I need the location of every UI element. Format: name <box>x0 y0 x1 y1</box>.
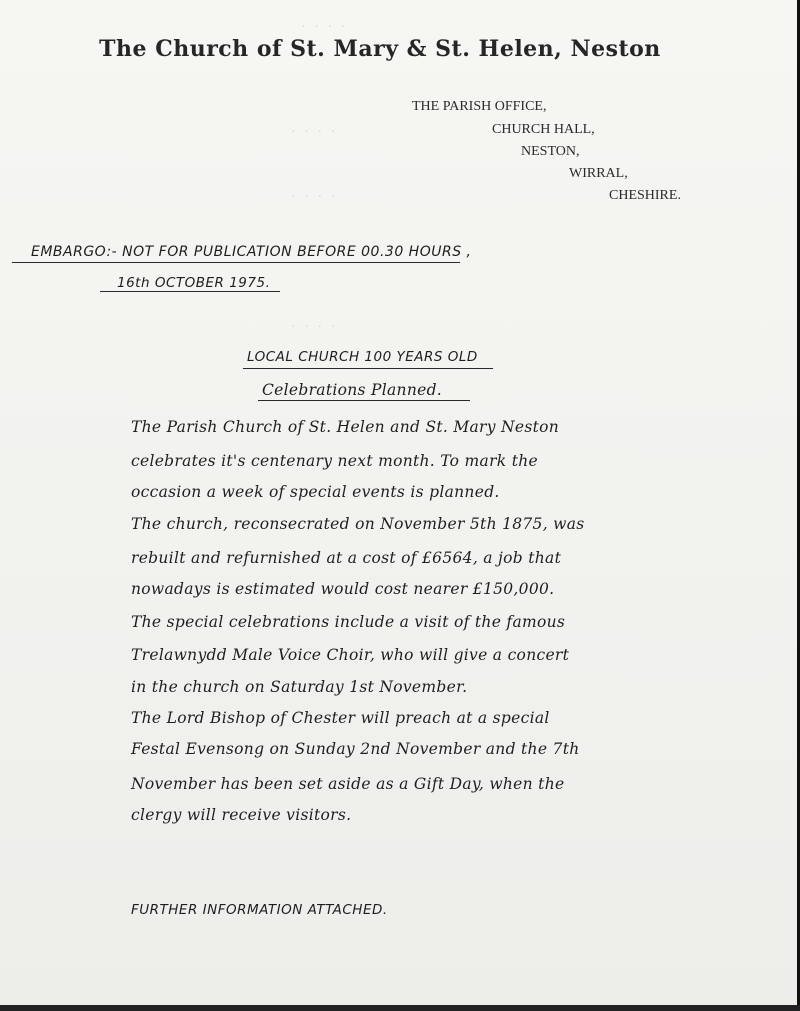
address-line: WIRRAL, <box>569 166 628 181</box>
subtitle-underline <box>258 400 470 401</box>
bleed-through-mark: · · · · <box>290 320 337 333</box>
address-line: THE PARISH OFFICE, <box>412 99 547 114</box>
bleed-through-mark: · · · · <box>300 20 347 33</box>
body-line: The special celebrations include a visit of the famous <box>131 613 566 631</box>
body-line: occasion a week of special events is planned. <box>131 483 500 501</box>
headline-subtitle: Celebrations Planned. <box>262 381 443 399</box>
embargo-underline <box>12 262 460 263</box>
footer-note: FURTHER INFORMATION ATTACHED. <box>131 902 388 918</box>
embargo-line-1: EMBARGO:- NOT FOR PUBLICATION BEFORE 00.30 HOURS , <box>31 244 472 260</box>
scan-edge-bottom <box>0 1005 800 1011</box>
body-line: The church, reconsecrated on November 5th 1875, was <box>131 515 585 533</box>
bleed-through-mark: · · · · <box>290 190 337 203</box>
body-line: clergy will receive visitors. <box>131 806 352 824</box>
body-line: celebrates it's centenary next month. To mark the <box>131 452 538 470</box>
body-line: nowadays is estimated would cost nearer £150,000. <box>131 580 555 598</box>
embargo-underline <box>100 291 280 292</box>
headline-underline <box>243 368 493 369</box>
address-line: CHESHIRE. <box>609 188 681 203</box>
embargo-line-2: 16th OCTOBER 1975. <box>117 275 271 291</box>
body-line: Festal Evensong on Sunday 2nd November and the 7th <box>131 740 580 758</box>
body-line: The Lord Bishop of Chester will preach at a special <box>131 709 550 727</box>
bleed-through-mark: · · · · <box>290 125 337 138</box>
body-line: rebuilt and refurnished at a cost of £6564, a job that <box>131 549 562 567</box>
letterhead-title: The Church of St. Mary & St. Helen, Neston <box>99 36 661 62</box>
body-line: The Parish Church of St. Helen and St. Mary Neston <box>131 418 560 436</box>
address-line: NESTON, <box>521 144 580 159</box>
body-line: November has been set aside as a Gift Day, when the <box>131 775 565 793</box>
body-line: Trelawnydd Male Voice Choir, who will give a concert <box>131 646 570 664</box>
body-line: in the church on Saturday 1st November. <box>131 678 468 696</box>
address-line: CHURCH HALL, <box>492 122 595 137</box>
headline-title: LOCAL CHURCH 100 YEARS OLD <box>247 349 478 365</box>
